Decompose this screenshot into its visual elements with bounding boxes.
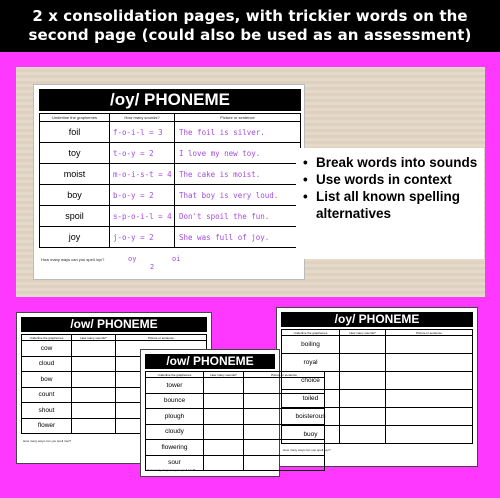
- ways-label: How many ways can you spell /ow/?: [23, 439, 72, 443]
- table-row: [40, 164, 301, 185]
- sentence-cell: That boy is very loud.: [175, 185, 301, 206]
- word-cell: royal: [282, 354, 340, 372]
- word-cell: boiling: [282, 336, 340, 354]
- word-cell: flowering: [146, 440, 204, 456]
- sheet-title: /oy/ PHONEME: [39, 89, 301, 111]
- oy-phoneme-sheet: [33, 84, 305, 280]
- table-row: [282, 354, 473, 372]
- word-cell: cow: [22, 341, 72, 357]
- ways-label: How many ways can you spell /ow/?: [147, 468, 196, 472]
- header-sounds: How many sounds?: [110, 114, 175, 122]
- feature-item: • Use words in context: [302, 171, 480, 188]
- header-graphemes: Underline the graphemes: [282, 330, 340, 336]
- table-row: [146, 440, 325, 456]
- table-row: [40, 185, 301, 206]
- feature-item: • List all known spelling alternatives: [302, 188, 480, 222]
- table-row: [146, 424, 325, 440]
- word-cell: choice: [282, 372, 340, 390]
- table-row: [40, 143, 301, 164]
- ways-label: How many ways can you spell /oy/?: [41, 257, 105, 262]
- sentence-cell: She was full of joy.: [175, 227, 301, 248]
- word-cell: flower: [22, 418, 72, 434]
- word-cell: plough: [146, 409, 204, 425]
- word-cell: boy: [40, 185, 110, 206]
- table-row: [40, 122, 301, 143]
- ways-label: How many ways can you spell /oy/?: [283, 448, 331, 452]
- ways-count: 2: [150, 263, 155, 271]
- table-row: [282, 336, 473, 354]
- word-cell: moist: [40, 164, 110, 185]
- sounds-cell: m-o-i-s-t = 4: [110, 164, 175, 185]
- word-cell: boisterous: [282, 408, 340, 426]
- sentence-cell: I love my new toy.: [175, 143, 301, 164]
- word-cell: shout: [22, 403, 72, 419]
- sentence-cell: The foil is silver.: [175, 122, 301, 143]
- phoneme-table: [39, 113, 301, 248]
- sounds-cell: j-o-y = 2: [110, 227, 175, 248]
- sentence-cell: The cake is moist.: [175, 164, 301, 185]
- sounds-cell: t-o-y = 2: [110, 143, 175, 164]
- sentence-cell: Don't spoil the fun.: [175, 206, 301, 227]
- word-cell: bounce: [146, 393, 204, 409]
- table-row: [40, 206, 301, 227]
- word-cell: toiled: [282, 390, 340, 408]
- feature-list: [296, 148, 484, 259]
- sheet-title: /oy/ PHONEME: [281, 312, 473, 327]
- word-cell: joy: [40, 227, 110, 248]
- word-cell: buoy: [282, 426, 340, 444]
- promo-banner: [0, 0, 500, 52]
- word-cell: bow: [22, 372, 72, 388]
- word-cell: cloudy: [146, 424, 204, 440]
- word-cell: foil: [40, 122, 110, 143]
- header-sentence: Picture or sentence: [244, 372, 325, 378]
- header-graphemes: Underline the graphemes: [146, 372, 204, 378]
- table-row: [146, 393, 325, 409]
- banner-line-2: second page (could also be used as an assessment): [28, 26, 472, 44]
- header-graphemes: Underline the graphemes: [40, 114, 110, 122]
- sheet-title: /ow/ PHONEME: [145, 354, 275, 369]
- banner-line-1: 2 x consolidation pages, with trickier words on the: [32, 7, 468, 25]
- word-cell: sour: [146, 455, 204, 471]
- sounds-cell: s-p-o-i-l = 4: [110, 206, 175, 227]
- header-sentence: Picture or sentence: [175, 114, 301, 122]
- header-sounds: How many sounds?: [72, 335, 116, 341]
- table-row: [146, 409, 325, 425]
- sheet-title: /ow/ PHONEME: [21, 317, 207, 332]
- word-cell: toy: [40, 143, 110, 164]
- header-sounds: How many sounds?: [204, 372, 244, 378]
- word-cell: tower: [146, 378, 204, 394]
- word-cell: spoil: [40, 206, 110, 227]
- header-sentence: Picture or sentence: [116, 335, 207, 341]
- word-cell: cloud: [22, 356, 72, 372]
- ow-phoneme-sheet-tricky: [140, 349, 297, 477]
- header-graphemes: Underline the graphemes: [22, 335, 72, 341]
- header-sounds: How many sounds?: [340, 330, 386, 336]
- ways-answer-oi: oi: [172, 255, 181, 263]
- sounds-cell: b-o-y = 2: [110, 185, 175, 206]
- word-cell: count: [22, 387, 72, 403]
- table-row: [146, 378, 325, 394]
- table-row: [40, 227, 301, 248]
- header-sentence: Picture or sentence: [386, 330, 473, 336]
- feature-item: • Break words into sounds: [302, 154, 480, 171]
- phoneme-table: [145, 371, 325, 471]
- ways-answer-oy: oy: [128, 255, 137, 263]
- sounds-cell: f-o-i-l = 3: [110, 122, 175, 143]
